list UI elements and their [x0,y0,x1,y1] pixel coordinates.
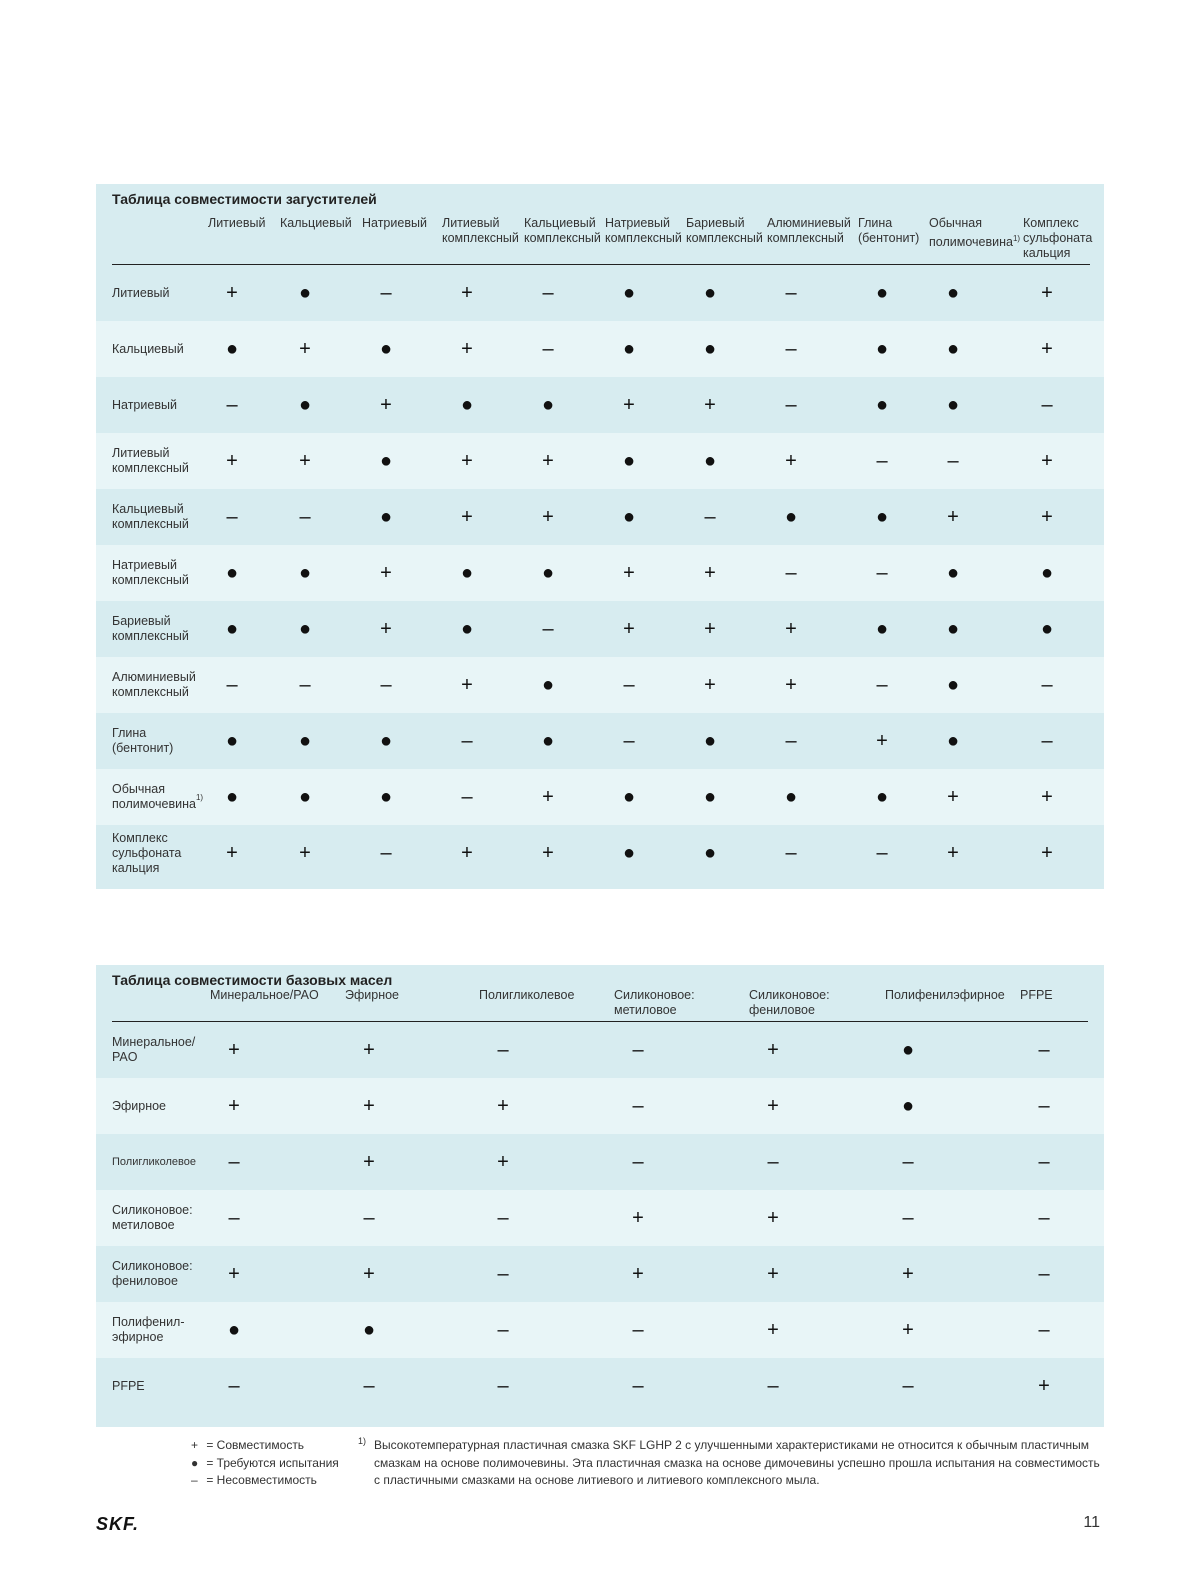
compatibility-cell: – [785,337,797,360]
compatibility-cell: – [497,1038,509,1061]
column-header: Натриевый комплексный [605,216,682,245]
compatibility-cell: + [876,729,888,752]
compatibility-cell: + [299,841,311,864]
table-row [96,1302,1104,1358]
compatibility-cell: + [461,673,473,696]
legend [191,1437,339,1490]
compatibility-cell: – [1038,1094,1050,1117]
table-row [96,1022,1104,1078]
column-header: Минеральное/PAO [210,988,319,1002]
compatibility-cell: + [902,1262,914,1285]
compatibility-cell: + [461,449,473,472]
compatibility-cell: – [380,281,392,304]
compatibility-cell: – [785,841,797,864]
compatibility-cell: + [461,841,473,864]
row-label: Литиевый комплексный [112,446,189,475]
table-row [96,1190,1104,1246]
compatibility-cell: + [461,505,473,528]
compatibility-cell: ● [875,505,889,528]
compatibility-cell: + [380,393,392,416]
compatibility-cell: ● [298,393,312,416]
compatibility-cell: – [1038,1318,1050,1341]
row-label: Комплекс сульфоната кальция [112,830,182,875]
column-header: PFPE [1020,988,1053,1002]
column-header: Полигликолевое [479,988,575,1002]
compatibility-cell: – [876,673,888,696]
table-row [96,321,1104,377]
compatibility-cell: ● [784,785,798,808]
compatibility-cell: + [1041,841,1053,864]
table-title: Таблица совместимости базовых масел [112,972,393,988]
table-row [96,1358,1104,1414]
compatibility-cell: – [1038,1262,1050,1285]
compatibility-cell: – [1041,393,1053,416]
table-row [96,377,1104,433]
compatibility-cell: + [497,1150,509,1173]
compatibility-cell: ● [622,505,636,528]
compatibility-cell: + [363,1150,375,1173]
compatibility-cell: ● [225,561,239,584]
compatibility-cell: ● [298,729,312,752]
compatibility-cell: – [632,1094,644,1117]
compatibility-cell: ● [298,785,312,808]
compatibility-cell: – [299,673,311,696]
row-label: Обычная полимочевина 1) [112,782,204,811]
table-row [96,1134,1104,1190]
row-label: Бариевый комплексный [112,614,189,643]
compatibility-cell: – [299,505,311,528]
legend-item: ● = Требуются испытания [191,1455,339,1470]
compatibility-cell: ● [901,1094,915,1117]
compatibility-cell: + [299,337,311,360]
compatibility-cell: – [542,617,554,640]
compatibility-cell: ● [875,785,889,808]
compatibility-cell: ● [703,841,717,864]
compatibility-cell: + [632,1262,644,1285]
compatibility-cell: – [497,1318,509,1341]
compatibility-cell: + [767,1038,779,1061]
compatibility-cell: – [767,1374,779,1397]
compatibility-cell: – [902,1374,914,1397]
compatibility-cell: – [228,1150,240,1173]
compatibility-cell: – [363,1206,375,1229]
compatibility-cell: ● [946,281,960,304]
compatibility-cell: + [228,1262,240,1285]
compatibility-cell: + [623,393,635,416]
compatibility-cell: + [542,841,554,864]
compatibility-cell: – [902,1206,914,1229]
compatibility-cell: + [623,617,635,640]
row-label: Полифенил- эфирное [112,1315,185,1344]
compatibility-cell: – [632,1150,644,1173]
compatibility-cell: ● [379,505,393,528]
compatibility-cell: – [1038,1206,1050,1229]
thickener-compatibility-table [96,184,1104,889]
compatibility-cell: + [632,1206,644,1229]
table-row [96,769,1104,825]
compatibility-cell: + [299,449,311,472]
compatibility-cell: – [226,673,238,696]
compatibility-cell: + [623,561,635,584]
compatibility-cell: – [461,729,473,752]
compatibility-cell: ● [703,785,717,808]
compatibility-cell: + [902,1318,914,1341]
compatibility-cell: + [1038,1374,1050,1397]
table-row [96,545,1104,601]
table-title: Таблица совместимости загустителей [112,191,377,207]
compatibility-cell: ● [298,561,312,584]
compatibility-cell: – [461,785,473,808]
compatibility-cell: – [497,1374,509,1397]
compatibility-cell: + [947,785,959,808]
compatibility-cell: – [902,1150,914,1173]
footnote [360,1437,1100,1490]
row-label: Эфирное [112,1098,167,1113]
column-header: Бариевый комплексный [686,216,763,245]
compatibility-cell: + [228,1038,240,1061]
row-label: Полигликолевое [112,1155,196,1168]
compatibility-cell: – [497,1206,509,1229]
footnote-marker: 1) [358,1436,367,1446]
compatibility-cell: + [228,1094,240,1117]
compatibility-cell: – [380,841,392,864]
compatibility-cell: + [542,505,554,528]
compatibility-cell: + [767,1262,779,1285]
compatibility-cell: – [1038,1150,1050,1173]
column-header: Алюминиевый комплексный [767,216,851,245]
compatibility-cell: – [876,841,888,864]
column-header: Натриевый [362,216,427,230]
compatibility-cell: – [542,337,554,360]
compatibility-cell: ● [541,729,555,752]
compatibility-cell: – [226,505,238,528]
compatibility-cell: ● [946,561,960,584]
compatibility-cell: ● [379,337,393,360]
column-header: Кальциевый [280,216,352,230]
compatibility-cell: ● [875,617,889,640]
compatibility-cell: + [704,561,716,584]
compatibility-cell: ● [225,785,239,808]
compatibility-cell: + [767,1318,779,1341]
compatibility-cell: + [542,449,554,472]
compatibility-cell: + [785,673,797,696]
compatibility-cell: ● [784,505,798,528]
compatibility-cell: + [767,1206,779,1229]
column-header: Комплекс сульфоната кальция [1023,216,1093,260]
compatibility-cell: + [461,281,473,304]
row-label: PFPE [112,1378,145,1393]
compatibility-cell: ● [703,449,717,472]
compatibility-cell: ● [622,841,636,864]
compatibility-cell: – [785,729,797,752]
compatibility-cell: + [1041,337,1053,360]
table-row [96,601,1104,657]
compatibility-cell: – [363,1374,375,1397]
compatibility-cell: + [380,617,392,640]
compatibility-cell: + [542,785,554,808]
compatibility-cell: ● [622,281,636,304]
row-label: Натриевый комплексный [112,558,189,587]
row-label: Кальциевый комплексный [112,502,189,531]
compatibility-cell: – [380,673,392,696]
compatibility-cell: + [380,561,392,584]
compatibility-cell: – [623,673,635,696]
compatibility-cell: ● [225,729,239,752]
row-label: Глина (бентонит) [112,726,174,755]
compatibility-cell: – [785,393,797,416]
compatibility-cell: ● [225,617,239,640]
compatibility-cell: – [228,1374,240,1397]
row-label: Силиконовое: фениловое [112,1259,193,1288]
compatibility-cell: + [767,1094,779,1117]
compatibility-cell: ● [460,393,474,416]
page-number: 11 [1083,1514,1100,1531]
footnote-text: Высокотемпературная пластичная смазка SKF LGHP 2 с улучшенными характеристиками не относится к обычным пластичным смазкам на основе полимочевины. Эта пластичная смазка на основе димочевины успешно прошла испытания на совместимость с пластичными смазками на основе литиевого и литиевого комплексного мыла. [374,1438,1100,1487]
table-row [96,433,1104,489]
column-header: Полифенилэфирное [885,988,1005,1002]
column-header: Литиевый комплексный [442,216,519,245]
compatibility-cell: + [704,617,716,640]
table-row [96,713,1104,769]
row-label: Силиконовое: метиловое [112,1203,193,1232]
compatibility-cell: – [226,393,238,416]
compatibility-cell: – [876,561,888,584]
table-row [96,1246,1104,1302]
compatibility-cell: – [623,729,635,752]
column-header: Эфирное [345,988,400,1002]
compatibility-cell: – [1038,1038,1050,1061]
compatibility-cell: ● [622,337,636,360]
compatibility-cell: – [632,1038,644,1061]
compatibility-cell: ● [875,281,889,304]
compatibility-cell: – [947,449,959,472]
compatibility-cell: + [1041,449,1053,472]
compatibility-cell: ● [225,337,239,360]
compatibility-cell: ● [703,337,717,360]
row-label: Литиевый [112,285,170,300]
compatibility-cell: ● [1040,561,1054,584]
compatibility-cell: + [947,505,959,528]
compatibility-cell: + [785,449,797,472]
compatibility-cell: + [226,449,238,472]
compatibility-cell: – [632,1374,644,1397]
column-header: Силиконовое: фениловое [749,988,830,1017]
compatibility-cell: ● [541,673,555,696]
compatibility-cell: + [363,1038,375,1061]
compatibility-cell: + [363,1094,375,1117]
table-row [96,489,1104,545]
compatibility-cell: – [767,1150,779,1173]
compatibility-cell: ● [362,1318,376,1341]
table-row [96,825,1104,881]
table-row [96,1078,1104,1134]
compatibility-cell: + [704,393,716,416]
compatibility-cell: ● [541,393,555,416]
column-header: Обычная полимочевина$^{1)}$ [929,216,1021,250]
compatibility-cell: ● [541,561,555,584]
compatibility-cell: – [876,449,888,472]
column-header: Силиконовое: метиловое [614,988,695,1017]
compatibility-cell: ● [379,729,393,752]
compatibility-cell: + [785,617,797,640]
footnote-ref: 1) [195,792,204,802]
compatibility-cell: – [632,1318,644,1341]
table-row [96,265,1104,321]
compatibility-cell: ● [946,673,960,696]
compatibility-cell: + [363,1262,375,1285]
compatibility-cell: ● [875,337,889,360]
compatibility-cell: + [704,673,716,696]
column-header: Глина (бентонит) [858,216,920,245]
compatibility-cell: + [1041,505,1053,528]
compatibility-cell: ● [703,281,717,304]
compatibility-cell: ● [901,1038,915,1061]
compatibility-cell: ● [946,729,960,752]
column-header: Литиевый [208,216,266,230]
compatibility-cell: ● [946,393,960,416]
compatibility-cell: – [785,281,797,304]
compatibility-cell: + [226,281,238,304]
compatibility-cell: + [1041,281,1053,304]
compatibility-cell: ● [227,1318,241,1341]
compatibility-cell: – [497,1262,509,1285]
compatibility-cell: ● [298,617,312,640]
compatibility-cell: ● [460,561,474,584]
row-label: Минеральное/ PAO [112,1035,196,1064]
base-oil-compatibility-table [96,965,1104,1427]
compatibility-cell: + [497,1094,509,1117]
compatibility-cell: ● [379,449,393,472]
skf-logo: SKF. [96,1514,140,1534]
compatibility-cell: ● [875,393,889,416]
legend-item: – = Несовместимость [191,1473,317,1487]
compatibility-cell: ● [622,785,636,808]
row-label: Натриевый [112,397,177,412]
legend-item: + = Совместимость [191,1438,305,1452]
compatibility-cell: + [226,841,238,864]
compatibility-cell: – [1041,673,1053,696]
table-row [96,657,1104,713]
compatibility-cell: – [704,505,716,528]
compatibility-cell: ● [946,337,960,360]
compatibility-cell: + [947,841,959,864]
footnote-ref: 1) [1012,234,1021,243]
compatibility-cell: + [461,337,473,360]
compatibility-cell: ● [1040,617,1054,640]
compatibility-cell: ● [946,617,960,640]
column-header: Кальциевый комплексный [524,216,601,245]
row-label: Кальциевый [112,341,184,356]
compatibility-cell: + [1041,785,1053,808]
compatibility-cell: – [785,561,797,584]
compatibility-cell: – [542,281,554,304]
compatibility-cell: ● [379,785,393,808]
compatibility-cell: – [1041,729,1053,752]
compatibility-cell: ● [460,617,474,640]
compatibility-cell: ● [622,449,636,472]
compatibility-cell: – [228,1206,240,1229]
compatibility-cell: ● [703,729,717,752]
row-label: Алюминиевый комплексный [112,670,196,699]
compatibility-cell: ● [298,281,312,304]
